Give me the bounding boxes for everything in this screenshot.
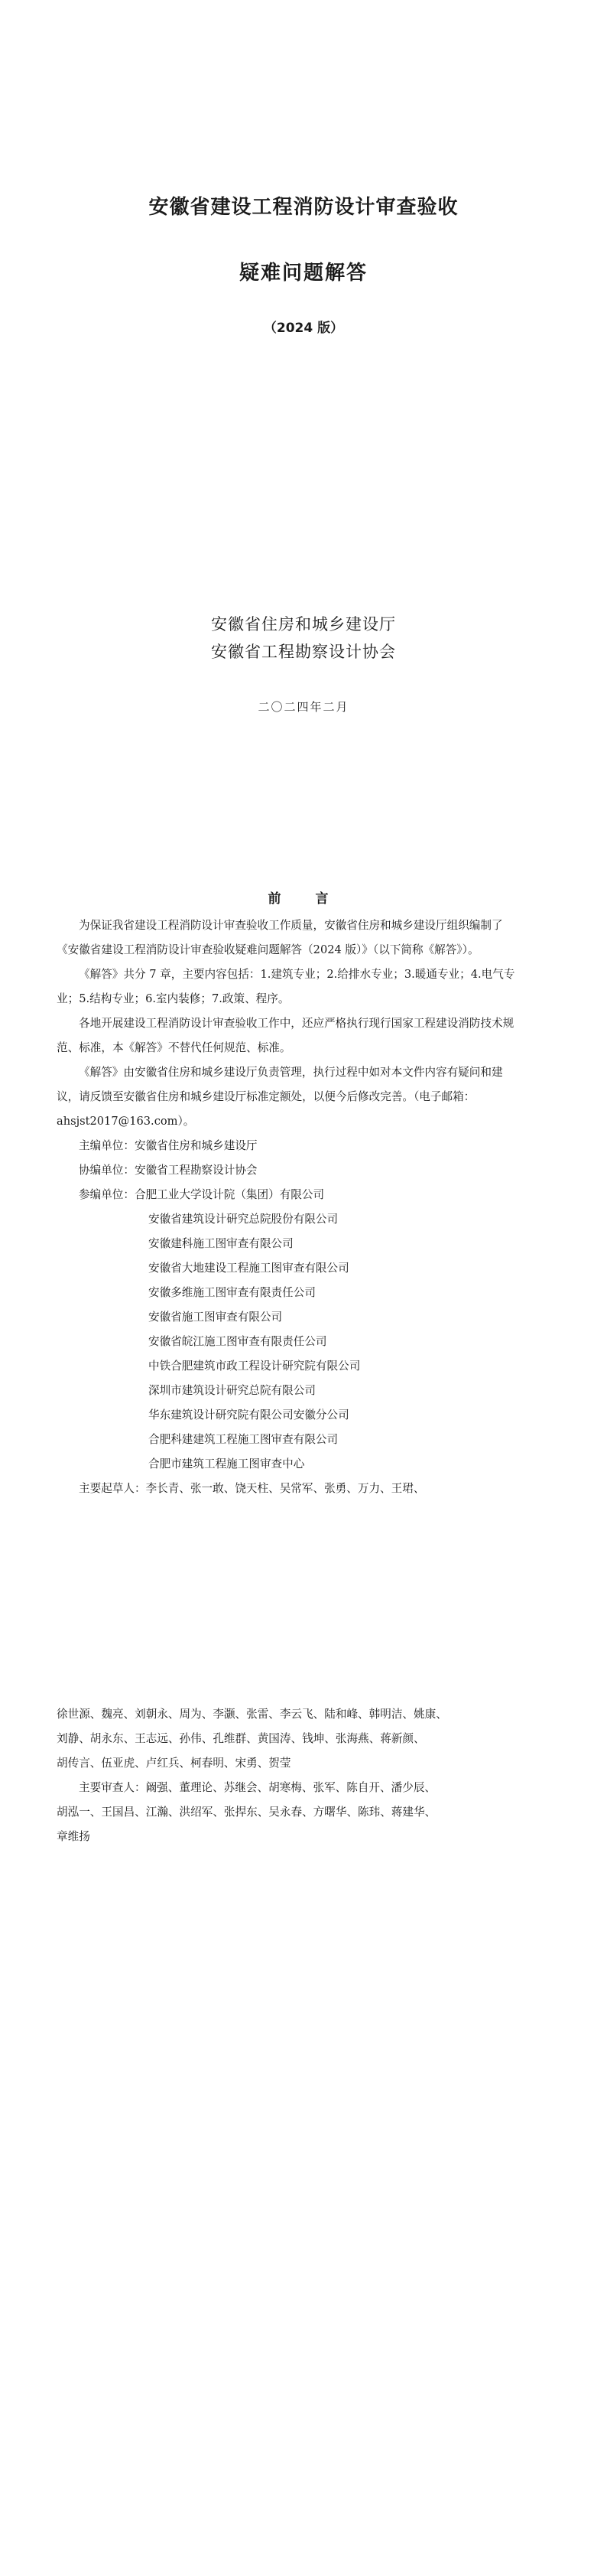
drafters-line: 胡传言、伍亚虎、卢红兵、柯春明、宋勇、贺莹 (57, 1757, 291, 1770)
publisher-1: 安徽省住房和城乡建设厅 (211, 615, 396, 633)
preface-para-1: 为保证我省建设工程消防设计审查验收工作质量，安徽省住房和城乡建设厅组织编制了《安徽省建设工程消防设计审查验收疑难问题解答（2024 版）》（以下简称《解答》）。 (57, 919, 503, 956)
chief-unit: 安徽省住房和城乡建设厅 (134, 1139, 258, 1152)
preface-title: 前 言 (268, 891, 339, 907)
assist-unit: 安徽省工程勘察设计协会 (134, 1164, 258, 1177)
publisher-2: 安徽省工程勘察设计协会 (211, 643, 396, 661)
participant-unit: 安徽省施工图审查有限公司 (148, 1311, 283, 1324)
reviewers-row-first (57, 1776, 515, 1800)
preface-body (57, 913, 515, 1501)
document-title-line2: 疑难问题解答 (239, 262, 368, 285)
preface-para-3: 各地开展建设工程消防设计审查验收工作中，还应严格执行现行国家工程建设消防技术规范、标准，本《解答》不替代任何规范、标准。 (57, 1017, 514, 1054)
document-title-line1: 安徽省建设工程消防设计审查验收 (148, 196, 459, 219)
assist-unit-label: 协编单位： (79, 1164, 135, 1177)
participant-unit: 华东建筑设计研究院有限公司安徽分公司 (148, 1408, 349, 1422)
assist-unit-row (57, 1158, 515, 1183)
credits-continued (57, 1702, 515, 1849)
reviewers-line: 胡泓一、王国昌、江瀚、洪绍军、张捍东、吴永春、方曙华、陈玮、蒋建华、 (57, 1806, 437, 1819)
chief-unit-row (57, 1134, 515, 1158)
participant-unit: 合肥科建建筑工程施工图审查有限公司 (148, 1433, 339, 1446)
participant-unit: 中铁合肥建筑市政工程设计研究院有限公司 (148, 1360, 361, 1373)
reviewers-line: 章维扬 (57, 1830, 90, 1843)
preface-para-2: 《解答》共分 7 章，主要内容包括：1.建筑专业；2.给排水专业；3.暖通专业；4.电气专业；5.结构专业；6.室内装修；7.政策、程序。 (57, 968, 515, 1005)
participant-unit: 合肥工业大学设计院（集团）有限公司 (134, 1188, 325, 1201)
drafters-names: 李长青、张一敢、饶天柱、吴常军、张勇、万力、王珺、 (145, 1482, 425, 1495)
participant-label: 参编单位： (79, 1188, 135, 1201)
participant-unit: 合肥市建筑工程施工图审查中心 (148, 1457, 305, 1470)
participant-unit: 安徽省大地建设工程施工图审查有限公司 (148, 1262, 349, 1275)
participant-unit: 安徽多维施工图审查有限责任公司 (148, 1286, 316, 1299)
reviewers-names: 阚强、董理论、苏继会、胡寒梅、张军、陈自开、潘少辰、 (145, 1781, 437, 1794)
edition-label: （2024 版） (263, 321, 344, 336)
chief-unit-label: 主编单位： (79, 1139, 135, 1152)
participant-unit: 安徽建科施工图审查有限公司 (148, 1237, 294, 1250)
drafters-line: 刘静、胡永东、王志远、孙伟、孔维群、黄国涛、钱坤、张海燕、蒋新颜、 (57, 1732, 425, 1745)
drafters-row-first (57, 1477, 515, 1501)
participant-unit: 安徽省建筑设计研究总院股份有限公司 (148, 1213, 339, 1226)
participant-unit: 深圳市建筑设计研究总院有限公司 (148, 1384, 316, 1397)
participant-row-first (57, 1183, 515, 1207)
reviewers-label: 主要审查人： (79, 1781, 146, 1794)
drafters-line: 徐世源、魏亮、刘朝永、周为、李灏、张雷、李云飞、陆和峰、韩明洁、姚康、 (57, 1708, 447, 1721)
publish-date: 二〇二四年二月 (258, 700, 349, 714)
participant-unit: 安徽省皖江施工图审查有限责任公司 (148, 1335, 327, 1348)
drafters-label: 主要起草人： (79, 1482, 146, 1495)
preface-para-4: 《解答》由安徽省住房和城乡建设厅负责管理，执行过程中如对本文件内容有疑问和建议，请反馈至安徽省住房和城乡建设厅标准定额处，以便今后修改完善。（电子邮箱：ahsjst2017@163.com）。 (57, 1066, 503, 1128)
